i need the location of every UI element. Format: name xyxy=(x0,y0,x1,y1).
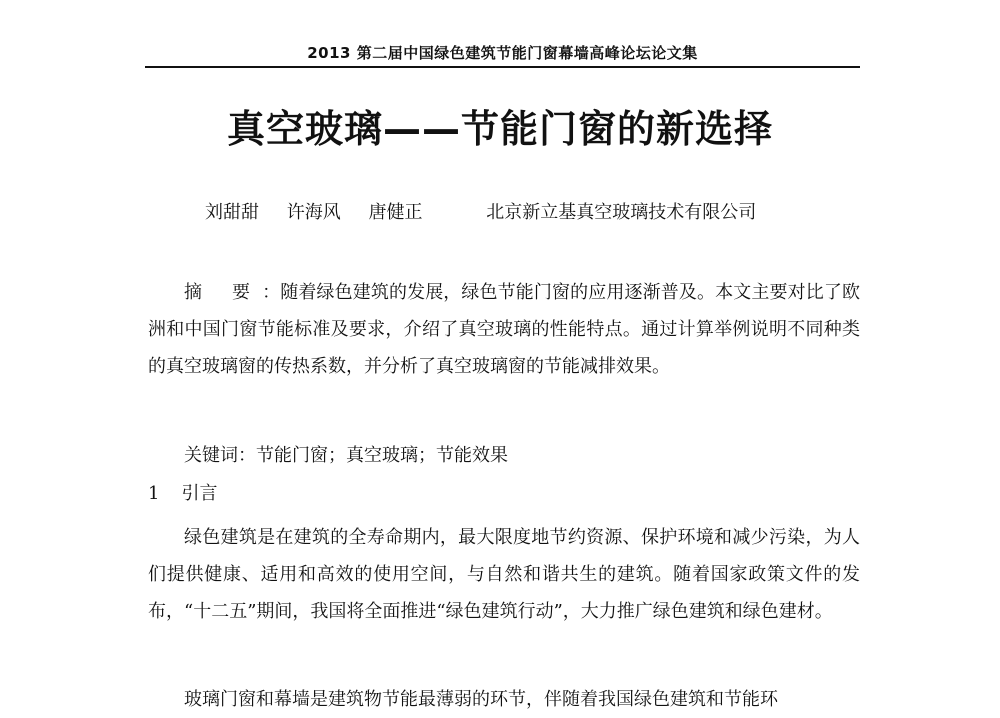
author-affiliation: 北京新立基真空玻璃技术有限公司 xyxy=(486,202,757,223)
keywords xyxy=(148,437,860,474)
header-rule xyxy=(145,66,860,68)
abstract xyxy=(148,274,860,385)
keywords-text: ：节能门窗；真空玻璃；节能效果 xyxy=(238,445,508,466)
paper-title: 真空玻璃——节能门窗的新选择 xyxy=(226,107,773,151)
body-paragraph: 绿色建筑是在建筑的全寿命期内，最大限度地节约资源、保护环境和减少污染，为人们提供健康、适用和高效的使用空间，与自然和谐共生的建筑。随着国家政策文件的发布，“十二五”期间，我国将全面推进“绿色建筑行动”，大力推广绿色建筑和绿色建材。 xyxy=(148,527,860,622)
section-title: 引言 xyxy=(181,483,218,504)
abstract-label: 摘 要 xyxy=(184,282,263,303)
author-line xyxy=(205,198,756,224)
section-number: 1 xyxy=(148,483,160,504)
author-name: 刘甜甜 xyxy=(205,202,259,223)
abstract-text: ：随着绿色建筑的发展，绿色节能门窗的应用逐渐普及。本文主要对比了欧洲和中国门窗节能标准及要求，介绍了真空玻璃的性能特点。通过计算举例说明不同种类的真空玻璃窗的传热系数，并分析了真空玻璃窗的节能减排效果。 xyxy=(148,282,860,377)
running-header: 2013 第二届中国绿色建筑节能门窗幕墙高峰论坛论文集 xyxy=(307,44,698,62)
body-paragraph: 玻璃门窗和幕墙是建筑物节能最薄弱的环节，伴随着我国绿色建筑和节能环 xyxy=(184,689,778,710)
author-name: 许海风 xyxy=(286,202,341,223)
section-heading xyxy=(148,479,217,505)
author-name: 唐健正 xyxy=(368,202,423,223)
keywords-label: 关键词 xyxy=(184,445,238,466)
